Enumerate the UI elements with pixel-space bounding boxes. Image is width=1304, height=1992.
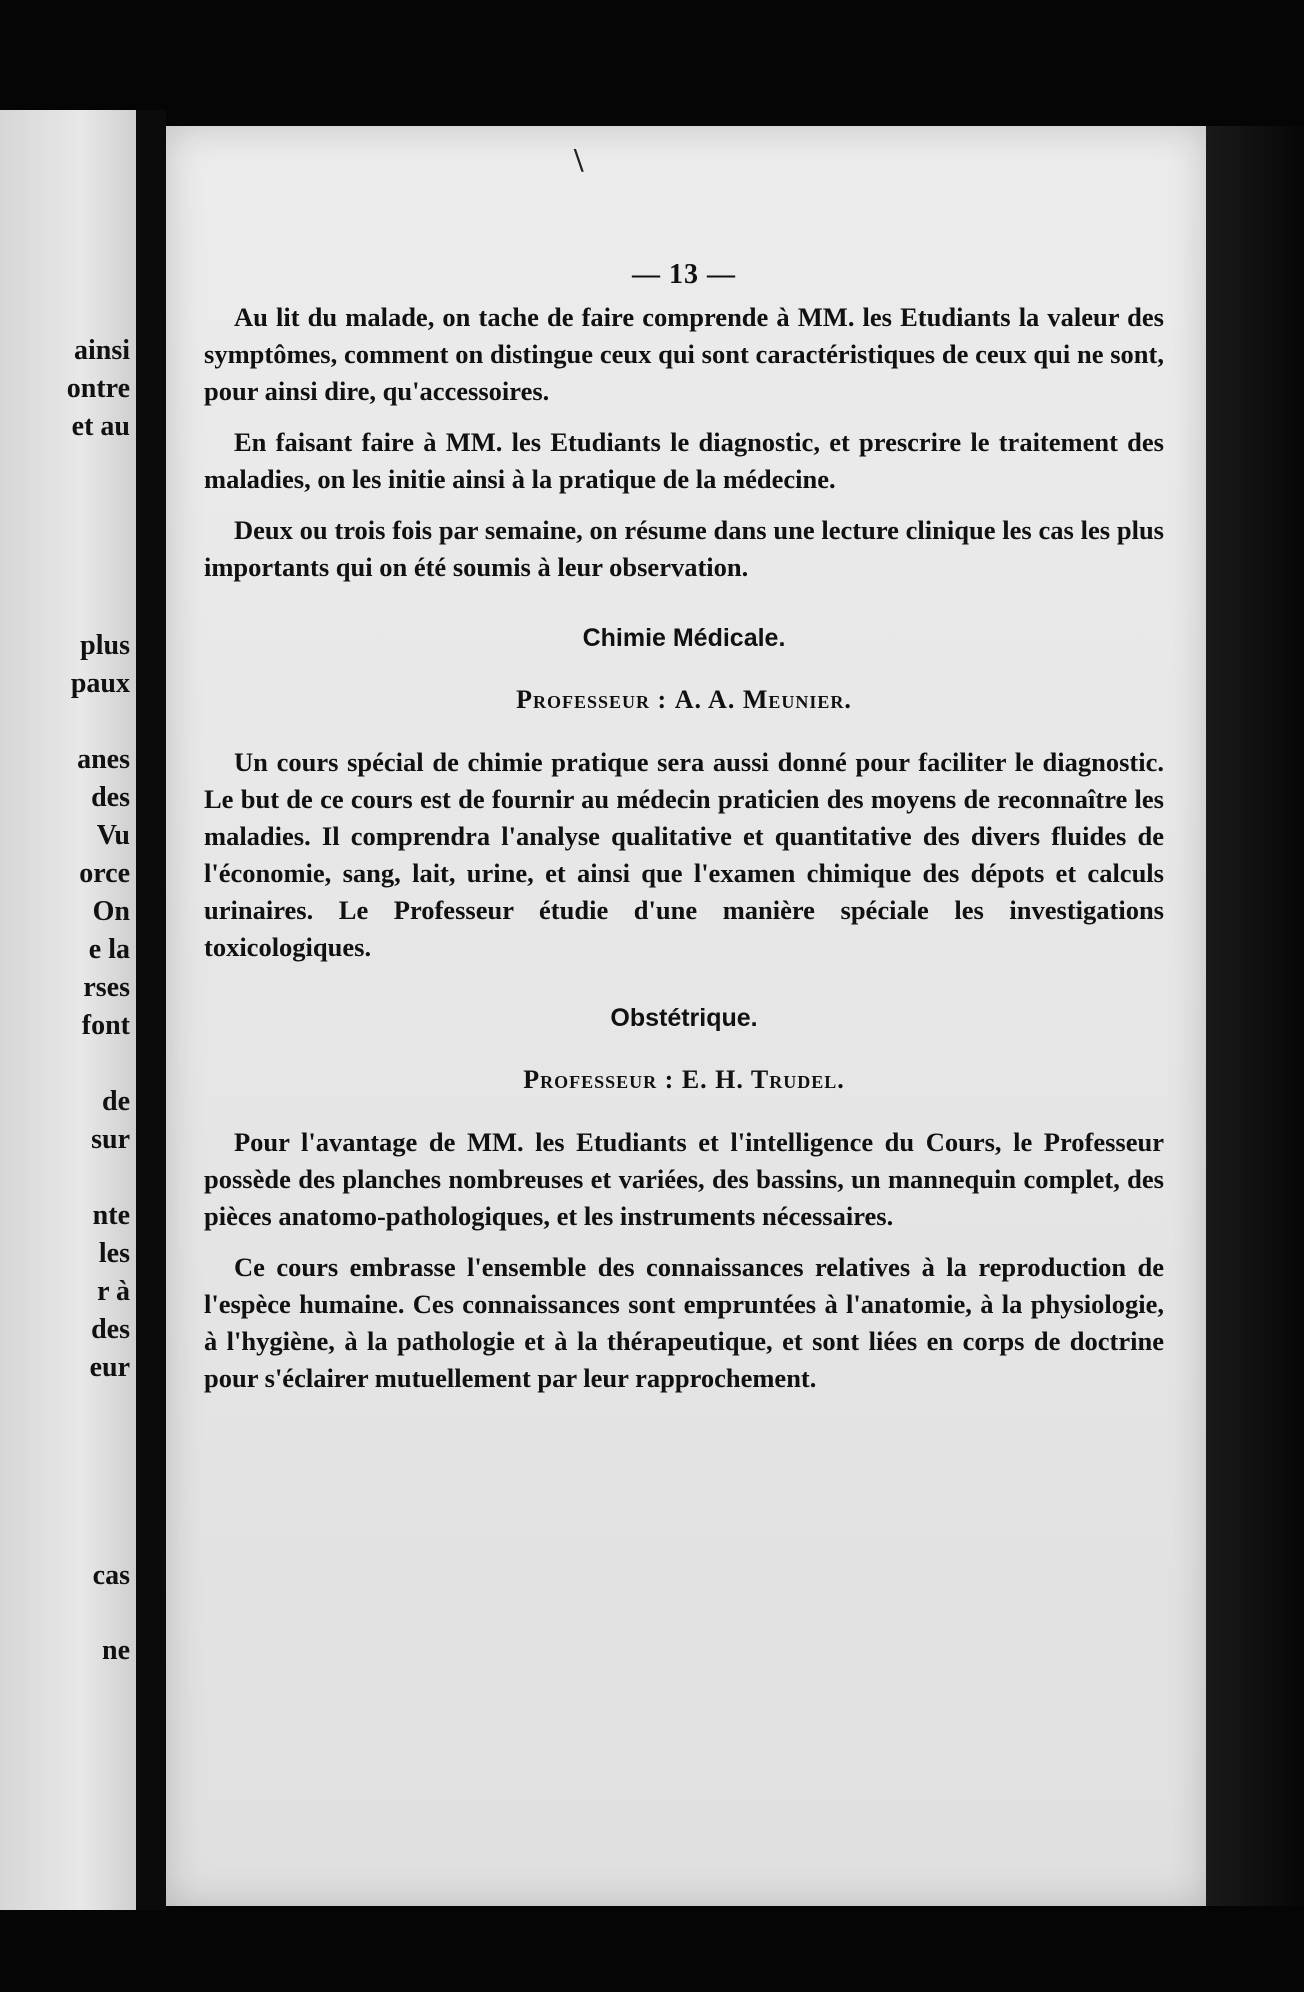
facing-page-text: ontre <box>66 373 130 404</box>
paragraph: Ce cours embrasse l'ensemble des connaissances relatives à la reproduction de l'espèce humaine. Ces connaissances sont empruntées à l'anatomie, à la physiologie, à l'hygiène, à la pathologie et à la thérapeutique, et sont liées en corps de doctrine pour s'éclairer mutuellement par leur rapprochement. <box>204 1252 1164 1393</box>
professor-name: E. H. Trudel. <box>681 1065 845 1094</box>
facing-page-text: de <box>102 1086 130 1117</box>
professor-label: Professeur : <box>523 1065 675 1094</box>
facing-page-text: e la <box>88 934 130 965</box>
facing-page-text: On <box>92 896 130 927</box>
facing-page-text: rses <box>83 972 130 1003</box>
facing-page-text: ainsi <box>73 335 130 366</box>
facing-page-text: orce <box>79 858 130 889</box>
section-heading-chimie: Chimie Médicale. <box>582 624 786 652</box>
facing-page-text: font <box>81 1010 130 1041</box>
paragraph: Un cours spécial de chimie pratique sera aussi donné pour faciliter le diagnostic. Le but de ce cours est de fournir au médecin praticien des moyens de reconnaître les maladies. Il comprendra l'analyse qualitative et quantitative des divers fluides de l'économie, sang, lait, urine, et ainsi que l'examen chimique des dépots et calculs urinaires. Le Professeur étudie d'une manière spéciale les investigations toxicologiques. <box>204 747 1164 962</box>
paragraph: Pour l'avantage de MM. les Etudiants et l'intelligence du Cours, le Professeur possède des planches nombreuses et variées, des bassins, un mannequin complet, des pièces anatomo-pathologiques, et les instruments nécessaires. <box>204 1127 1164 1231</box>
facing-page-text: nte <box>92 1200 130 1231</box>
facing-page-text: eur <box>89 1352 130 1383</box>
page-number: — 13 — <box>632 259 736 290</box>
facing-page-fragment <box>0 110 136 1910</box>
facing-page-text: anes <box>77 744 130 775</box>
document-page <box>166 126 1206 1906</box>
facing-page-text: Vu <box>96 820 130 851</box>
facing-page-text: les <box>98 1238 130 1269</box>
facing-page-text: des <box>91 1314 130 1345</box>
facing-page-text: et au <box>71 411 130 442</box>
book-edge-shadow <box>1206 126 1304 1906</box>
paragraph: En faisant faire à MM. les Etudiants le diagnostic, et prescrire le traitement des maladies, on les initie ainsi à la pratique de la médecine. <box>204 427 1164 494</box>
book-gutter <box>136 110 166 1910</box>
page-content <box>204 256 1164 1411</box>
ink-mark: \ <box>574 142 584 179</box>
professor-line <box>204 681 1164 718</box>
facing-page-text: plus <box>80 630 130 661</box>
facing-page-text: r à <box>97 1276 130 1307</box>
facing-page-text: cas <box>92 1560 130 1591</box>
paragraph: Au lit du malade, on tache de faire comprende à MM. les Etudiants la valeur des symptômes, comment on distingue ceux qui sont caractéristiques de ceux qui ne sont, pour ainsi dire, qu'accessoires. <box>204 302 1164 406</box>
professor-name: A. A. Meunier. <box>674 685 852 714</box>
facing-page-text: sur <box>91 1124 130 1155</box>
professor-line <box>204 1061 1164 1098</box>
facing-page-text: ne <box>102 1635 130 1666</box>
professor-label: Professeur : <box>516 685 668 714</box>
facing-page-text: paux <box>70 668 130 699</box>
facing-page-text: des <box>91 782 130 813</box>
section-heading-obstetrique: Obstétrique. <box>610 1004 758 1032</box>
paragraph: Deux ou trois fois par semaine, on résume dans une lecture clinique les cas les plus importants qui on été soumis à leur observation. <box>204 515 1164 582</box>
